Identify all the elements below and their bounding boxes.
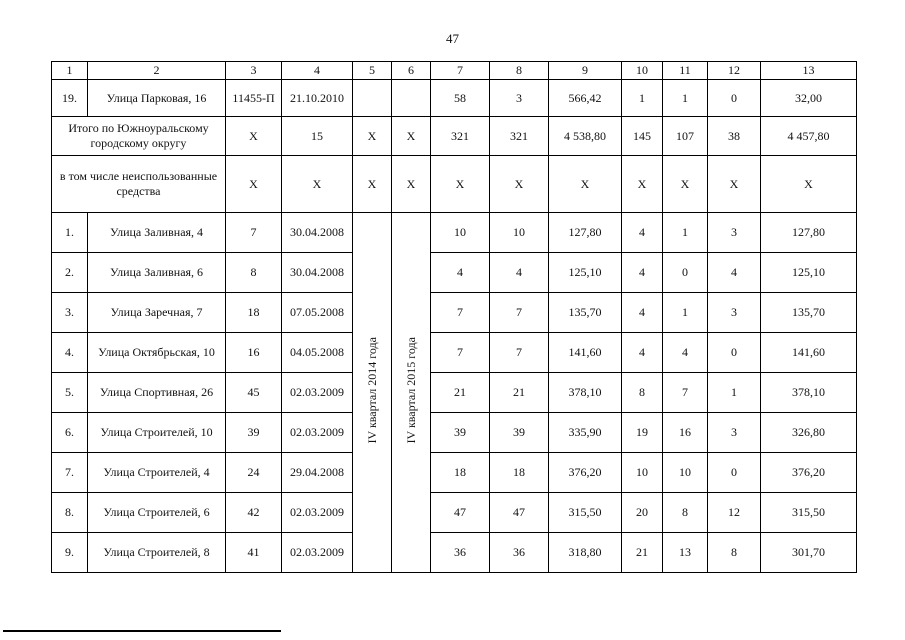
table-cell: 39: [431, 413, 490, 453]
table-cell: 4: [622, 213, 663, 253]
table-cell: 7: [490, 333, 549, 373]
table-cell: 8: [663, 493, 708, 533]
table-cell: [392, 80, 431, 117]
table-cell: 6.: [52, 413, 88, 453]
table-row: [52, 533, 857, 573]
table-cell: Улица Строителей, 10: [88, 413, 226, 453]
table-cell: 3: [490, 80, 549, 117]
table-cell: 11455-П: [226, 80, 282, 117]
table-cell: 315,50: [761, 493, 857, 533]
table-cell: 3: [708, 413, 761, 453]
table-cell: 8: [622, 373, 663, 413]
table-cell: 1.: [52, 213, 88, 253]
table-cell: 1: [663, 213, 708, 253]
table-cell: Улица Заливная, 6: [88, 253, 226, 293]
table-cell: [353, 80, 392, 117]
table-cell: 0: [708, 333, 761, 373]
table-cell: 1: [663, 80, 708, 117]
table-cell: 07.05.2008: [282, 293, 353, 333]
column-header: 11: [663, 62, 708, 80]
table-cell: 7: [431, 293, 490, 333]
column-header: 10: [622, 62, 663, 80]
table-cell: 315,50: [549, 493, 622, 533]
table-cell: 301,70: [761, 533, 857, 573]
table-cell: Х: [392, 117, 431, 156]
table-cell: 125,10: [549, 253, 622, 293]
table-row: [52, 333, 857, 373]
table-cell: 10: [490, 213, 549, 253]
table-row: [52, 253, 857, 293]
table-cell: 318,80: [549, 533, 622, 573]
column-header: 6: [392, 62, 431, 80]
table-cell: 21: [622, 533, 663, 573]
column-number-row: [52, 62, 857, 80]
table-cell: 135,70: [549, 293, 622, 333]
table-cell: 7: [226, 213, 282, 253]
table-cell: 1: [708, 373, 761, 413]
table-cell: 21.10.2010: [282, 80, 353, 117]
table-cell: 1: [622, 80, 663, 117]
table-cell: 21: [431, 373, 490, 413]
table-cell: Улица Строителей, 4: [88, 453, 226, 493]
table-cell: 19.: [52, 80, 88, 117]
table-cell: 16: [663, 413, 708, 453]
table-cell: 8: [708, 533, 761, 573]
table-cell: Х: [226, 117, 282, 156]
table-cell: 10: [663, 453, 708, 493]
table-cell: 42: [226, 493, 282, 533]
table-cell: 7.: [52, 453, 88, 493]
table-cell: 3: [708, 213, 761, 253]
including-label: в том числе неиспользованные средства: [52, 156, 226, 213]
table-cell: 12: [708, 493, 761, 533]
table-cell: 321: [490, 117, 549, 156]
table-cell: 4: [708, 253, 761, 293]
page-number: 47: [446, 31, 459, 46]
table-row: [52, 453, 857, 493]
table-cell: Улица Спортивная, 26: [88, 373, 226, 413]
table-cell: 8.: [52, 493, 88, 533]
column-header: 7: [431, 62, 490, 80]
table-cell: 326,80: [761, 413, 857, 453]
bottom-rule: [3, 630, 281, 632]
table-cell: 39: [226, 413, 282, 453]
table-cell: 5.: [52, 373, 88, 413]
table-cell: 18: [490, 453, 549, 493]
table-cell: Х: [353, 117, 392, 156]
table-cell: 107: [663, 117, 708, 156]
table-cell: 1: [663, 293, 708, 333]
table-cell: Улица Строителей, 6: [88, 493, 226, 533]
table-cell: 24: [226, 453, 282, 493]
table-cell: 9.: [52, 533, 88, 573]
table-cell: 141,60: [761, 333, 857, 373]
table-cell: 4: [622, 333, 663, 373]
total-row: [52, 117, 857, 156]
table-cell: Улица Заливная, 4: [88, 213, 226, 253]
table-cell: Улица Строителей, 8: [88, 533, 226, 573]
table-cell: 4 457,80: [761, 117, 857, 156]
table-cell: 4: [490, 253, 549, 293]
table-cell: 378,10: [549, 373, 622, 413]
table-cell: 8: [226, 253, 282, 293]
table-cell: Х: [549, 156, 622, 213]
period-2015-label: IV квартал 2015 года: [403, 337, 418, 444]
table-cell: 02.03.2009: [282, 533, 353, 573]
column-header: 4: [282, 62, 353, 80]
table-cell: 0: [708, 80, 761, 117]
table-cell: 02.03.2009: [282, 373, 353, 413]
table-cell: 4 538,80: [549, 117, 622, 156]
column-header: 1: [52, 62, 88, 80]
table-cell: 41: [226, 533, 282, 573]
table-row: [52, 80, 857, 117]
table-cell: 47: [431, 493, 490, 533]
table-cell: 18: [226, 293, 282, 333]
table-cell: Х: [353, 156, 392, 213]
table-cell: 02.03.2009: [282, 493, 353, 533]
column-header: 5: [353, 62, 392, 80]
column-header: 13: [761, 62, 857, 80]
table-cell: 0: [663, 253, 708, 293]
table-cell: 2.: [52, 253, 88, 293]
table-row: [52, 373, 857, 413]
table-cell: 10: [622, 453, 663, 493]
table-cell: 4: [431, 253, 490, 293]
table-cell: Х: [392, 156, 431, 213]
table-cell: 13: [663, 533, 708, 573]
table-cell: Улица Парковая, 16: [88, 80, 226, 117]
table-cell: 141,60: [549, 333, 622, 373]
table-cell: 3.: [52, 293, 88, 333]
table-cell: 19: [622, 413, 663, 453]
period-cell-2015: [392, 213, 431, 573]
table-cell: 4.: [52, 333, 88, 373]
table-cell: 04.05.2008: [282, 333, 353, 373]
table-cell: 3: [708, 293, 761, 333]
table-cell: 45: [226, 373, 282, 413]
table-cell: Улица Заречная, 7: [88, 293, 226, 333]
table-cell: 20: [622, 493, 663, 533]
housing-table: [51, 61, 857, 573]
table-cell: 7: [663, 373, 708, 413]
period-2014-label: IV квартал 2014 года: [364, 337, 379, 444]
table-cell: 15: [282, 117, 353, 156]
table-cell: 47: [490, 493, 549, 533]
table-cell: 378,10: [761, 373, 857, 413]
period-cell-2014: [353, 213, 392, 573]
table-cell: 7: [490, 293, 549, 333]
table-cell: 376,20: [761, 453, 857, 493]
column-header: 2: [88, 62, 226, 80]
table-cell: Х: [761, 156, 857, 213]
column-header: 9: [549, 62, 622, 80]
table-cell: 18: [431, 453, 490, 493]
table-cell: 4: [622, 253, 663, 293]
including-row: [52, 156, 857, 213]
column-header: 8: [490, 62, 549, 80]
table-cell: 30.04.2008: [282, 253, 353, 293]
table-cell: 0: [708, 453, 761, 493]
table-cell: Х: [622, 156, 663, 213]
table-row: [52, 413, 857, 453]
table-cell: 566,42: [549, 80, 622, 117]
table-cell: 29.04.2008: [282, 453, 353, 493]
table-cell: Улица Октябрьская, 10: [88, 333, 226, 373]
table-cell: 7: [431, 333, 490, 373]
table-cell: 30.04.2008: [282, 213, 353, 253]
table-cell: 38: [708, 117, 761, 156]
table-cell: 36: [490, 533, 549, 573]
table-cell: 125,10: [761, 253, 857, 293]
table-cell: Х: [708, 156, 761, 213]
column-header: 12: [708, 62, 761, 80]
table-row: [52, 213, 857, 253]
table-cell: Х: [663, 156, 708, 213]
table-cell: 335,90: [549, 413, 622, 453]
table-cell: 39: [490, 413, 549, 453]
table-cell: 127,80: [549, 213, 622, 253]
table-row: [52, 293, 857, 333]
table-cell: 4: [622, 293, 663, 333]
table-cell: 21: [490, 373, 549, 413]
table-row: [52, 493, 857, 533]
table-cell: 32,00: [761, 80, 857, 117]
total-label: Итого по Южноуральскому городскому округу: [52, 117, 226, 156]
table-cell: 02.03.2009: [282, 413, 353, 453]
table-cell: 321: [431, 117, 490, 156]
table-cell: 135,70: [761, 293, 857, 333]
table-cell: 145: [622, 117, 663, 156]
table-cell: Х: [226, 156, 282, 213]
table-cell: 58: [431, 80, 490, 117]
table-cell: 36: [431, 533, 490, 573]
table-cell: Х: [282, 156, 353, 213]
column-header: 3: [226, 62, 282, 80]
table-cell: Х: [431, 156, 490, 213]
table-cell: 4: [663, 333, 708, 373]
table-cell: Х: [490, 156, 549, 213]
table-cell: 16: [226, 333, 282, 373]
table-cell: 127,80: [761, 213, 857, 253]
table-cell: 10: [431, 213, 490, 253]
table-cell: 376,20: [549, 453, 622, 493]
